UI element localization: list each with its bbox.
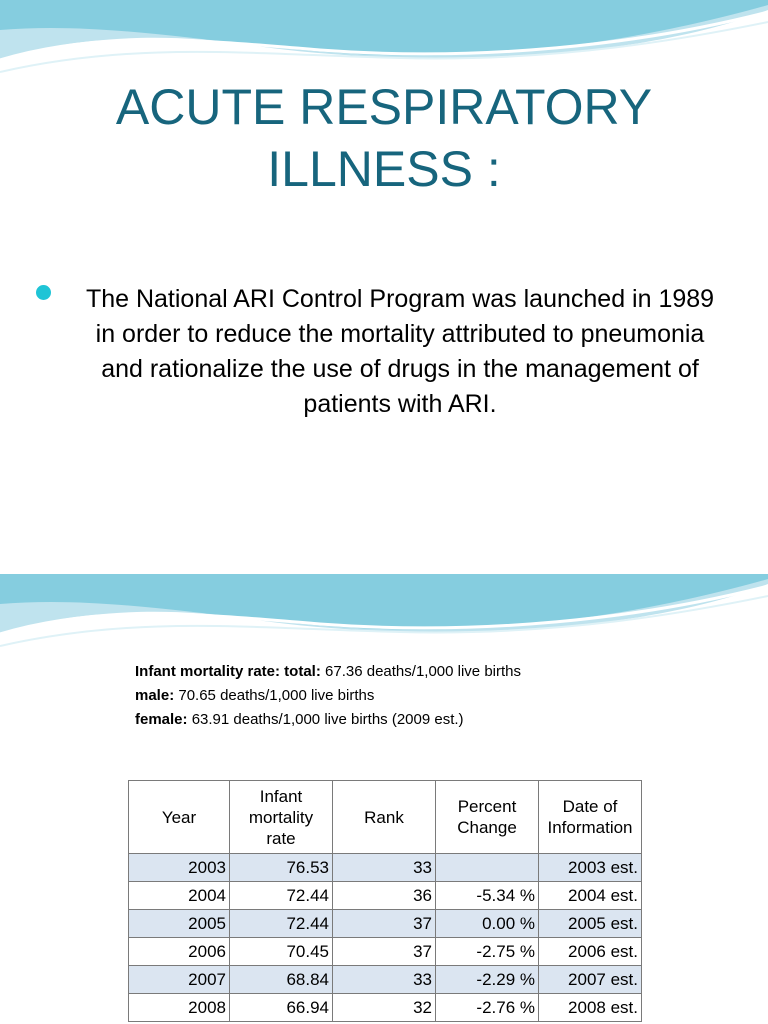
info-total: Infant mortality rate: total: 67.36 deaths/1,000 live births [135, 663, 521, 680]
table-header-row [129, 781, 642, 854]
cell-percent: -2.75 % [436, 938, 539, 966]
cell-rate: 72.44 [230, 910, 333, 938]
cell-rate: 68.84 [230, 966, 333, 994]
info-female: female: 63.91 deaths/1,000 live births (2009 est.) [135, 711, 464, 728]
cell-date: 2008 est. [539, 994, 642, 1022]
cell-year: 2007 [129, 966, 230, 994]
cell-rank: 33 [333, 854, 436, 882]
cell-year: 2006 [129, 938, 230, 966]
cell-date: 2003 est. [539, 854, 642, 882]
cell-rank: 36 [333, 882, 436, 910]
title-line-1: ACUTE RESPIRATORY [115, 79, 653, 135]
table-row [129, 910, 642, 938]
cell-rate: 72.44 [230, 882, 333, 910]
cell-percent: -2.76 % [436, 994, 539, 1022]
info-male: male: 70.65 deaths/1,000 live births [135, 687, 375, 704]
cell-rank: 33 [333, 966, 436, 994]
cell-percent: 0.00 % [436, 910, 539, 938]
table-row [129, 966, 642, 994]
cell-year: 2003 [129, 854, 230, 882]
header-rate: Infant mortality rate [230, 781, 333, 854]
header-percent-change: Percent Change [436, 781, 539, 854]
cell-date: 2004 est. [539, 882, 642, 910]
table-row [129, 938, 642, 966]
cell-date: 2005 est. [539, 910, 642, 938]
cell-rank: 37 [333, 910, 436, 938]
cell-rate: 76.53 [230, 854, 333, 882]
wave-decoration [0, 574, 768, 664]
table-row [129, 994, 642, 1022]
cell-year: 2004 [129, 882, 230, 910]
cell-rate: 66.94 [230, 994, 333, 1022]
cell-year: 2008 [129, 994, 230, 1022]
title-line-2: ILLNESS : [267, 141, 501, 197]
cell-rank: 37 [333, 938, 436, 966]
mortality-info [135, 660, 595, 732]
slide-2 [0, 574, 768, 1024]
cell-rank: 32 [333, 994, 436, 1022]
table-row [129, 882, 642, 910]
bullet-text: The National ARI Control Program was launched in 1989 in order to reduce the mortality attributed to pneumonia and rationalize the use of drugs in the management of patients with ARI. [85, 285, 715, 418]
cell-percent: -2.29 % [436, 966, 539, 994]
header-year: Year [129, 781, 230, 854]
cell-date: 2006 est. [539, 938, 642, 966]
cell-date: 2007 est. [539, 966, 642, 994]
slide-title [0, 76, 768, 200]
mortality-table [128, 780, 642, 1022]
bullet-dot-icon [36, 285, 51, 300]
cell-percent [436, 854, 539, 882]
cell-year: 2005 [129, 910, 230, 938]
header-rank: Rank [333, 781, 436, 854]
cell-percent: -5.34 % [436, 882, 539, 910]
header-date: Date of Information [539, 781, 642, 854]
table-row [129, 854, 642, 882]
cell-rate: 70.45 [230, 938, 333, 966]
